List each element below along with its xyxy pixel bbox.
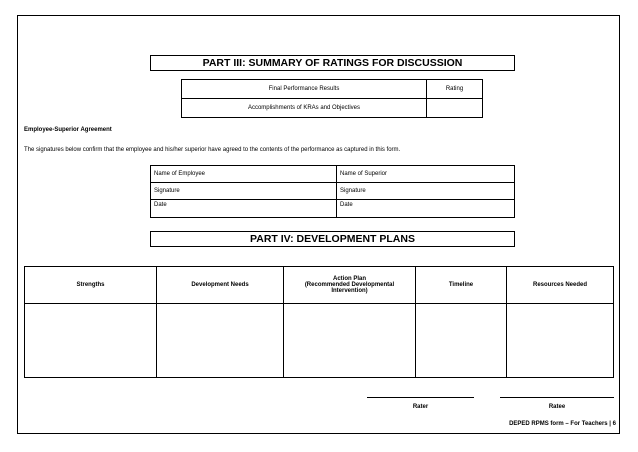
part3-title-text: PART III: SUMMARY OF RATINGS FOR DISCUSSION [202,57,463,69]
action-plan-line2: (Recommended Developmental [304,282,395,288]
action-plan-cell[interactable] [284,304,416,378]
strengths-cell[interactable] [25,304,157,378]
timeline-cell[interactable] [416,304,507,378]
development-needs-cell[interactable] [157,304,284,378]
part3-title [150,55,515,71]
rater-label: Rater [412,404,429,410]
agreement-text: The signatures below confirm that the employee and his/her superior have agreed to the contents of the performance as captured in this form. [24,147,401,153]
agreement-heading: Employee-Superior Agreement [24,127,112,133]
ratee-label: Ratee [548,404,566,410]
col-timeline: Timeline [416,267,507,304]
superior-signature-label: Signature [337,183,515,200]
rater-signature-line [367,397,474,398]
part4-title-text: PART IV: DEVELOPMENT PLANS [250,233,415,245]
action-plan-line3: Intervention) [331,288,368,294]
ratings-summary-table [181,79,483,118]
employee-signature-label: Signature [151,183,337,200]
development-plans-table [24,266,614,378]
part4-title [150,231,515,247]
row-kras-objectives: Accomplishments of KRAs and Objectives [182,99,427,118]
col-resources-needed: Resources Needed [507,267,614,304]
col-action-plan [284,267,416,304]
col-development-needs: Development Needs [157,267,284,304]
superior-date-label: Date [337,200,515,218]
name-of-employee-label: Name of Employee [151,166,337,183]
rating-value-cell[interactable] [427,99,483,118]
name-of-superior-label: Name of Superior [337,166,515,183]
resources-needed-cell[interactable] [507,304,614,378]
action-plan-line1: Action Plan [332,276,366,282]
col-strengths: Strengths [25,267,157,304]
employee-date-label: Date [151,200,337,218]
ratee-signature-line [500,397,614,398]
col-rating: Rating [427,80,483,99]
col-final-performance-results: Final Performance Results [182,80,427,99]
signature-table [150,165,515,218]
footer-text: DEPED RPMS form – For Teachers | 6 [509,421,616,427]
